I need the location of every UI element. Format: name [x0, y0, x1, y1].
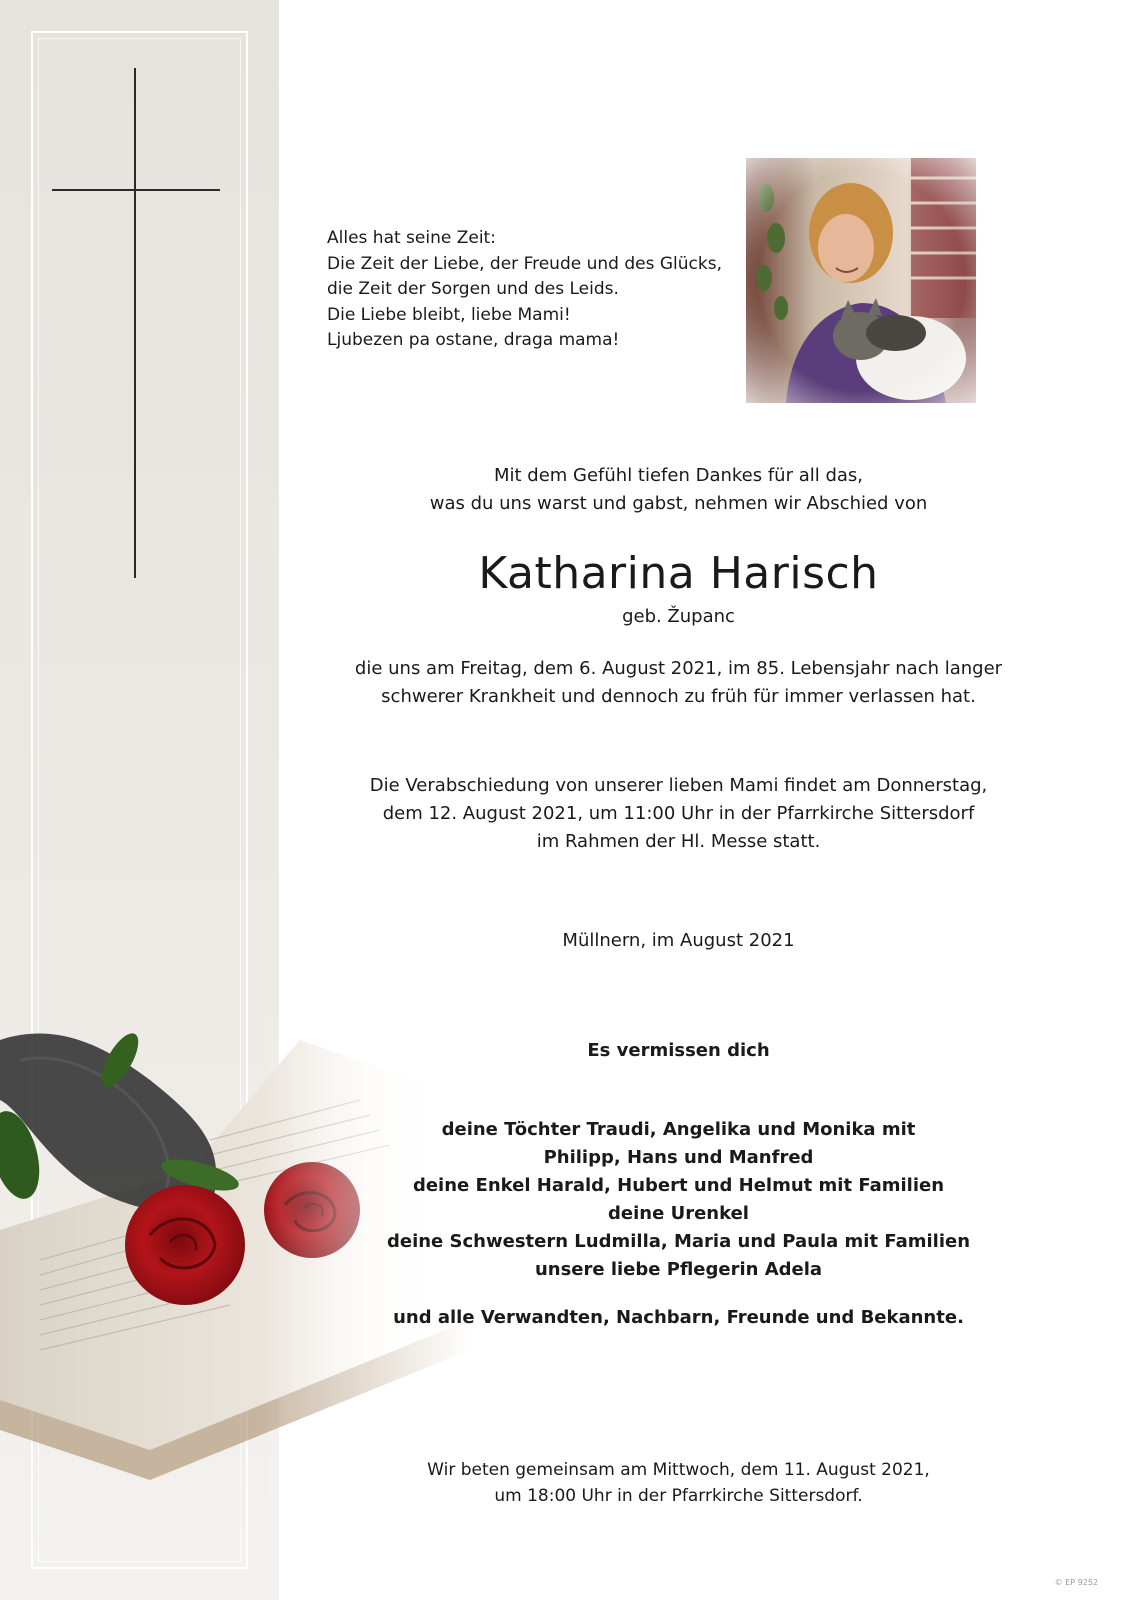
mourner-line: unsere liebe Pflegerin Adela — [534, 1259, 823, 1280]
portrait-photo — [746, 158, 976, 403]
place-date: Müllnern, im August 2021 — [562, 930, 795, 951]
mourner-line: deine Schwestern Ludmilla, Maria und Paula mit Familien — [386, 1231, 971, 1252]
copyright-mark: © EP 9252 — [1054, 1578, 1098, 1587]
intro-line: Mit dem Gefühl tiefen Dankes für all das, — [493, 465, 864, 486]
prayer-notice — [330, 1457, 1027, 1509]
farewell-line: Die Verabschiedung von unserer lieben Mami findet am Donnerstag, — [369, 775, 988, 796]
relatives-line: und alle Verwandten, Nachbarn, Freunde und Bekannte. — [393, 1307, 964, 1328]
intro-text — [330, 462, 1027, 518]
death-notice — [330, 655, 1027, 711]
farewell-notice — [330, 772, 1027, 856]
quote-line: die Zeit der Sorgen und des Leids. — [327, 279, 619, 299]
mourner-line: deine Töchter Traudi, Angelika und Monika mit — [441, 1119, 916, 1140]
farewell-line: im Rahmen der Hl. Messe statt. — [536, 831, 821, 852]
death-notice-line: schwerer Krankheit und dennoch zu früh für immer verlassen hat. — [381, 686, 976, 707]
intro-line: was du uns warst und gabst, nehmen wir Abschied von — [429, 493, 928, 514]
birth-name: geb. Županc — [622, 606, 735, 627]
farewell-line: dem 12. August 2021, um 11:00 Uhr in der Pfarrkirche Sittersdorf — [382, 803, 975, 824]
quote-line: Alles hat seine Zeit: — [327, 228, 496, 248]
deceased-name: Katharina Harisch — [478, 548, 879, 599]
mourner-line: deine Urenkel — [608, 1203, 749, 1224]
quote-line: Die Liebe bleibt, liebe Mami! — [327, 304, 571, 325]
quote-line: Die Zeit der Liebe, der Freude und des Glücks, — [327, 253, 722, 274]
prayer-line: Wir beten gemeinsam am Mittwoch, dem 11. August 2021, — [427, 1460, 930, 1480]
missing-heading: Es vermissen dich — [587, 1040, 770, 1061]
opening-quote — [327, 226, 747, 354]
mourner-line: deine Enkel Harald, Hubert und Helmut mit Familien — [412, 1175, 945, 1196]
prayer-line: um 18:00 Uhr in der Pfarrkirche Sittersdorf. — [494, 1486, 863, 1506]
death-notice-line: die uns am Freitag, dem 6. August 2021, im 85. Lebensjahr nach langer — [354, 658, 1003, 679]
quote-line: Ljubezen pa ostane, draga mama! — [327, 330, 620, 350]
mourner-line: Philipp, Hans und Manfred — [543, 1147, 814, 1168]
mourners-list — [330, 1116, 1027, 1284]
